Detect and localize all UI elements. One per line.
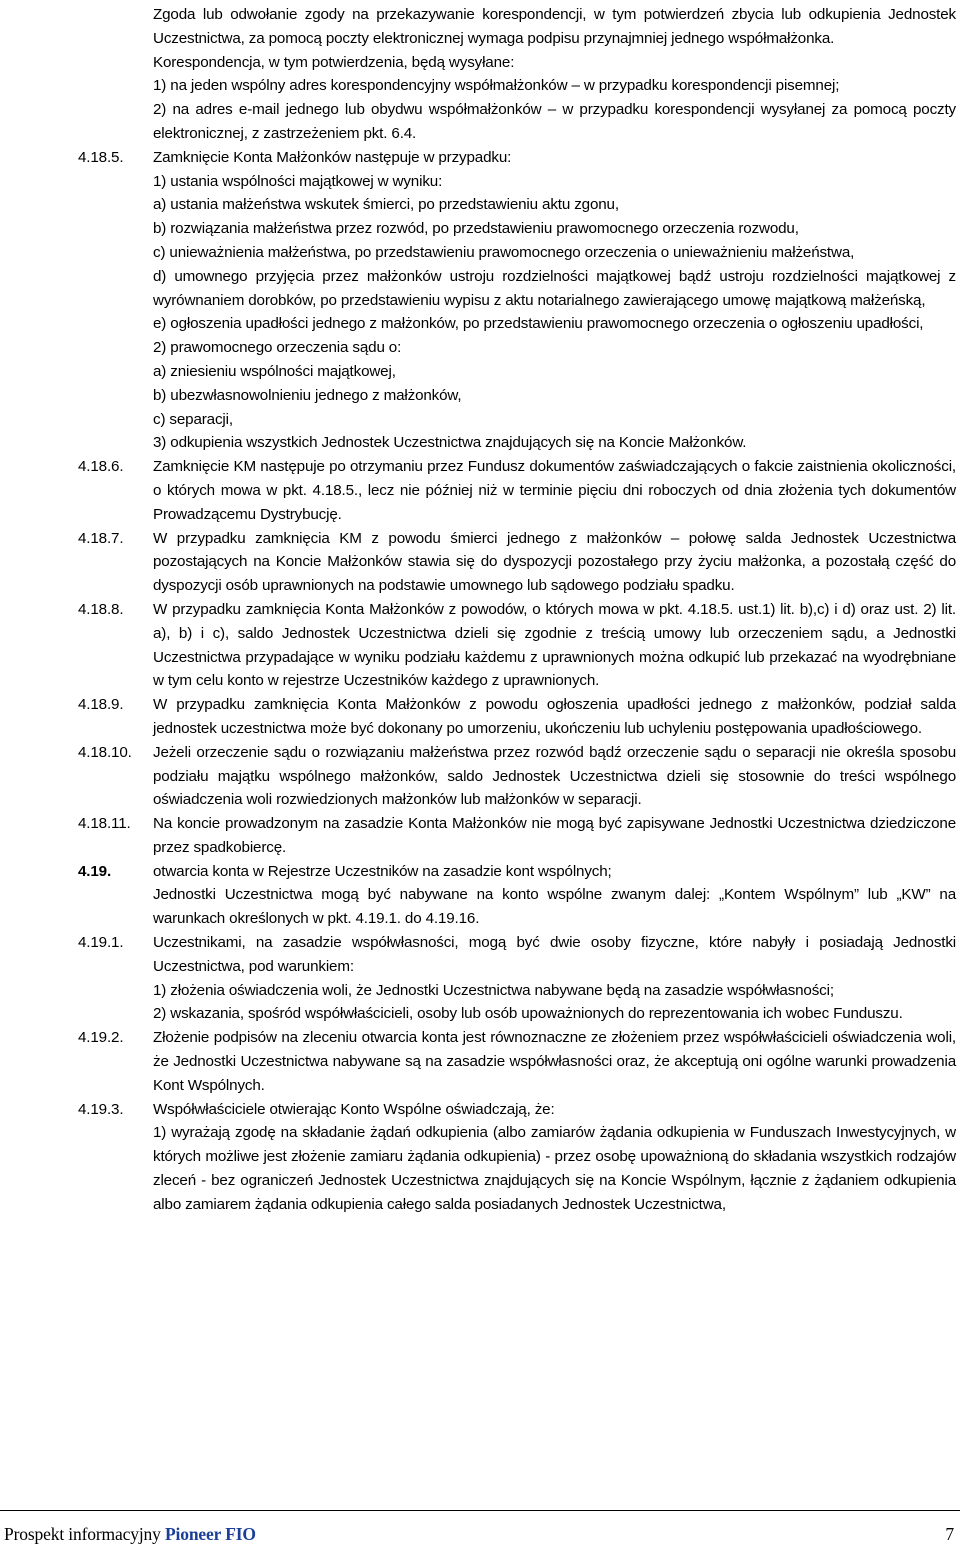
section-number: 4.18.6. xyxy=(78,458,124,476)
paragraph: b) ubezwłasnowolnieniu jednego z małżonków, xyxy=(153,386,462,404)
section-text xyxy=(153,812,956,860)
section-block xyxy=(78,3,956,146)
page-footer xyxy=(4,1522,954,1546)
paragraph: Uczestnikami, na zasadzie współwłasności, mogą być dwie osoby fizyczne, które nabyły i posiadają Jednostki Uczestnictwa, pod warunkiem: xyxy=(153,934,956,975)
section-number: 4.19.2. xyxy=(78,1029,124,1047)
paragraph: Zamknięcie Konta Małżonków następuje w przypadku: xyxy=(153,148,512,166)
section-text xyxy=(153,693,956,741)
paragraph: 1) ustania wspólności majątkowej w wyniku: xyxy=(153,172,443,190)
section-text xyxy=(153,455,956,526)
section-block xyxy=(78,1098,956,1217)
paragraph: 1) złożenia oświadczenia woli, że Jednostki Uczestnictwa nabywane będą na zasadzie współwłasności; xyxy=(153,981,834,999)
section-number: 4.19.1. xyxy=(78,934,124,952)
section-block xyxy=(78,931,956,1026)
section-block xyxy=(78,812,956,860)
paragraph: 2) na adres e-mail jednego lub obydwu współmałżonków – w przypadku korespondencji wysyłanej za pomocą poczty elektronicznej, z zastrzeżeniem pkt. 6.4. xyxy=(153,101,956,142)
paragraph: c) unieważnienia małżeństwa, po przedstawieniu prawomocnego orzeczenia o unieważnieniu małżeństwa, xyxy=(153,243,855,261)
paragraph: b) rozwiązania małżeństwa przez rozwód, po przedstawieniu prawomocnego orzeczenia rozwodu, xyxy=(153,220,799,238)
paragraph: a) ustania małżeństwa wskutek śmierci, po przedstawieniu aktu zgonu, xyxy=(153,196,619,214)
section-block xyxy=(78,741,956,812)
paragraph: Jeżeli orzeczenie sądu o rozwiązaniu małżeństwa przez rozwód bądź orzeczenie sądu o separacji nie określa sposobu podziału majątku wspólnego małżonków, saldo Jednostek Uczestnictwa dzieli się stosownie do treści wspólnego oświadczenia woli rozwiedzionych małżonków lub małżonków w separacji. xyxy=(153,743,956,809)
paragraph: Współwłaściciele otwierając Konto Wspólne oświadczają, że: xyxy=(153,1100,555,1118)
section-number: 4.18.10. xyxy=(78,743,132,761)
section-text xyxy=(153,741,956,812)
section-block xyxy=(78,146,956,455)
paragraph: Na koncie prowadzonym na zasadzie Konta Małżonków nie mogą być zapisywane Jednostki Uczestnictwa dziedziczone przez spadkobiercę. xyxy=(153,815,956,856)
paragraph: Złożenie podpisów na zleceniu otwarcia konta jest równoznaczne ze złożeniem przez współwłaścicieli oświadczenia woli, że Jednostki Uczestnictwa nabywane są na zasadzie współwłasności oraz, że akceptują oni ogólne warunki prowadzenia Kont Wspólnych. xyxy=(153,1029,956,1094)
section-number: 4.18.9. xyxy=(78,696,124,714)
section-block xyxy=(78,598,956,693)
section-block xyxy=(78,693,956,741)
section-block xyxy=(78,455,956,526)
paragraph: 1) na jeden wspólny adres korespondencyjny współmałżonków – w przypadku korespondencji pisemnej; xyxy=(153,77,840,95)
section-text xyxy=(153,598,956,693)
paragraph: otwarcia konta w Rejestrze Uczestników na zasadzie kont wspólnych; xyxy=(153,862,612,880)
section-block xyxy=(78,527,956,598)
section-text xyxy=(153,1098,956,1217)
section-text xyxy=(153,3,956,146)
paragraph: W przypadku zamknięcia Konta Małżonków z powodów, o których mowa w pkt. 4.18.5. ust.1) lit. b),c) i d) oraz ust. 2) lit. a), b) i c), saldo Jednostek Uczestnictwa dzieli się zgodnie z treścią umowy lub orzeczeniem sądu, a Jednostki Uczestnictwa przypadające w wyniku podziału każdemu z uprawnionych można odkupić lub przekazać na wyodrębniane w tym celu konto w rejestrze Uczestników każdego z uprawnionych. xyxy=(153,600,956,690)
paragraph: a) zniesieniu wspólności majątkowej, xyxy=(153,362,396,380)
paragraph: 3) odkupienia wszystkich Jednostek Uczestnictwa znajdujących się na Koncie Małżonków. xyxy=(153,434,747,452)
section-block xyxy=(78,1026,956,1097)
section-text xyxy=(153,146,956,455)
section-number: 4.19. xyxy=(78,862,112,880)
paragraph: W przypadku zamknięcia KM z powodu śmierci jednego z małżonków – połowę salda Jednostek Uczestnictwa pozostających na Koncie Małżonków stawia się do dyspozycji pozostałego przy życiu małżonka, a pozostałą część do dyspozycji osób uprawnionych na podstawie umownego lub sądowego podziału spadku. xyxy=(153,529,956,595)
section-block xyxy=(78,860,956,931)
paragraph: 2) wskazania, spośród współwłaścicieli, osoby lub osób upoważnionych do reprezentowania ich wobec Funduszu. xyxy=(153,1005,903,1023)
section-text xyxy=(153,527,956,598)
document-body xyxy=(78,3,956,1217)
footer-brand: Pioneer FIO xyxy=(165,1524,256,1544)
section-text xyxy=(153,860,956,931)
paragraph: Jednostki Uczestnictwa mogą być nabywane na konto wspólne zwanym dalej: „Kontem Wspólnym” lub „KW” na warunkach określonych w pkt. 4.19.1. do 4.19.16. xyxy=(153,886,956,928)
page-number: 7 xyxy=(945,1524,954,1544)
section-number: 4.18.7. xyxy=(78,529,124,547)
section-text xyxy=(153,931,956,1026)
paragraph: d) umownego przyjęcia przez małżonków ustroju rozdzielności majątkowej bądź ustroju rozdzielności majątkowej z wyrównaniem dorobków, po przedstawieniu wypisu z aktu notarialnego zawierającego umowę majątkową małżeńską, xyxy=(153,267,956,309)
paragraph: W przypadku zamknięcia Konta Małżonków z powodu ogłoszenia upadłości jednego z małżonków, podział salda jednostek uczestnictwa może być dokonany po umorzeniu, ukończeniu lub uchyleniu postępowania upadłościowego. xyxy=(153,696,956,737)
paragraph: Zamknięcie KM następuje po otrzymaniu przez Fundusz dokumentów zaświadczających o fakcie zaistnienia okoliczności, o których mowa w pkt. 4.18.5., lecz nie później niż w terminie pięciu dni roboczych od dnia złożenia tych dokumentów Prowadzącemu Dystrybucję. xyxy=(153,458,956,523)
section-text xyxy=(153,1026,956,1097)
section-number: 4.19.3. xyxy=(78,1100,124,1118)
paragraph: 2) prawomocnego orzeczenia sądu o: xyxy=(153,339,402,357)
paragraph: c) separacji, xyxy=(153,410,233,428)
section-number xyxy=(78,3,153,146)
section-number: 4.18.11. xyxy=(78,815,131,833)
section-number: 4.18.8. xyxy=(78,600,124,618)
paragraph: 1) wyrażają zgodę na składanie żądań odkupienia (albo zamiarów żądania odkupienia w Funduszach Inwestycyjnych, w których możliwe jest złożenie zamiaru żądania odkupienia) - przez osobę upoważnioną do składania wszystkich rodzajów zleceń - bez ograniczeń Jednostek Uczestnictwa znajdujących się na Koncie Wspólnym, łącznie z żądaniem odkupienia albo zamiarem żądania odkupienia całego salda posiadanych Jednostek Uczestnictwa, xyxy=(153,1124,956,1213)
paragraph: e) ogłoszenia upadłości jednego z małżonków, po przedstawieniu prawomocnego orzeczenia o ogłoszeniu upadłości, xyxy=(153,315,924,333)
footer-divider xyxy=(0,1510,960,1511)
footer-text: Prospekt informacyjny xyxy=(4,1524,161,1544)
section-number: 4.18.5. xyxy=(78,148,124,166)
paragraph: Zgoda lub odwołanie zgody na przekazywanie korespondencji, w tym potwierdzeń zbycia lub odkupienia Jednostek Uczestnictwa, za pomocą poczty elektronicznej wymaga podpisu przynajmniej jednego współmałżonka. xyxy=(153,6,956,47)
paragraph: Korespondencja, w tym potwierdzenia, będą wysyłane: xyxy=(153,53,515,71)
